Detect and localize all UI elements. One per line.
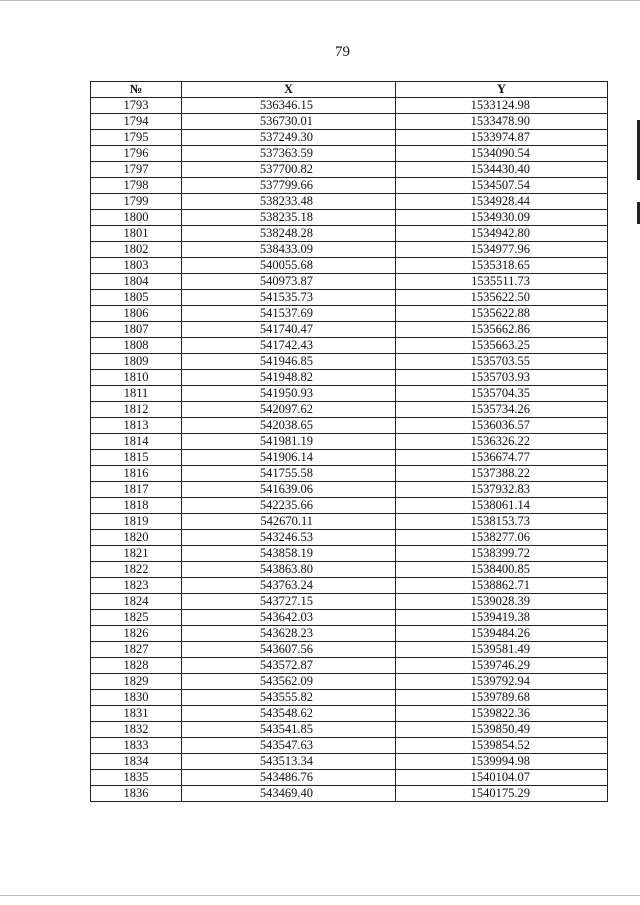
cell-y: 1534930.09 bbox=[396, 210, 608, 226]
cell-x: 543548.62 bbox=[182, 706, 396, 722]
cell-number: 1835 bbox=[91, 770, 182, 786]
cell-x: 543469.40 bbox=[182, 786, 396, 802]
cell-x: 541535.73 bbox=[182, 290, 396, 306]
table-row bbox=[91, 626, 608, 642]
cell-x: 543547.63 bbox=[182, 738, 396, 754]
cell-x: 543863.80 bbox=[182, 562, 396, 578]
cell-number: 1822 bbox=[91, 562, 182, 578]
cell-x: 543541.85 bbox=[182, 722, 396, 738]
cell-x: 543486.76 bbox=[182, 770, 396, 786]
cell-x: 542097.62 bbox=[182, 402, 396, 418]
cell-y: 1538061.14 bbox=[396, 498, 608, 514]
cell-y: 1539581.49 bbox=[396, 642, 608, 658]
cell-number: 1810 bbox=[91, 370, 182, 386]
cell-y: 1533974.87 bbox=[396, 130, 608, 146]
cell-y: 1533124.98 bbox=[396, 98, 608, 114]
cell-number: 1795 bbox=[91, 130, 182, 146]
table-row bbox=[91, 610, 608, 626]
cell-y: 1540175.29 bbox=[396, 786, 608, 802]
cell-x: 540055.68 bbox=[182, 258, 396, 274]
cell-x: 543555.82 bbox=[182, 690, 396, 706]
cell-number: 1820 bbox=[91, 530, 182, 546]
cell-y: 1535663.25 bbox=[396, 338, 608, 354]
cell-x: 538248.28 bbox=[182, 226, 396, 242]
table-row bbox=[91, 546, 608, 562]
table-row bbox=[91, 738, 608, 754]
cell-y: 1535703.93 bbox=[396, 370, 608, 386]
bottom-edge-rule bbox=[0, 895, 640, 896]
cell-x: 542235.66 bbox=[182, 498, 396, 514]
cell-y: 1534928.44 bbox=[396, 194, 608, 210]
cell-number: 1798 bbox=[91, 178, 182, 194]
table-row bbox=[91, 210, 608, 226]
cell-x: 536346.15 bbox=[182, 98, 396, 114]
cell-number: 1804 bbox=[91, 274, 182, 290]
cell-x: 541639.06 bbox=[182, 482, 396, 498]
cell-number: 1803 bbox=[91, 258, 182, 274]
cell-number: 1807 bbox=[91, 322, 182, 338]
cell-number: 1827 bbox=[91, 642, 182, 658]
cell-y: 1534507.54 bbox=[396, 178, 608, 194]
cell-number: 1834 bbox=[91, 754, 182, 770]
cell-y: 1535734.26 bbox=[396, 402, 608, 418]
cell-y: 1539419.38 bbox=[396, 610, 608, 626]
cell-y: 1538400.85 bbox=[396, 562, 608, 578]
table-row bbox=[91, 466, 608, 482]
table-row bbox=[91, 482, 608, 498]
table-row bbox=[91, 658, 608, 674]
cell-number: 1808 bbox=[91, 338, 182, 354]
cell-y: 1538862.71 bbox=[396, 578, 608, 594]
cell-y: 1534977.96 bbox=[396, 242, 608, 258]
cell-y: 1535703.55 bbox=[396, 354, 608, 370]
cell-x: 543858.19 bbox=[182, 546, 396, 562]
cell-y: 1539746.29 bbox=[396, 658, 608, 674]
table-row bbox=[91, 386, 608, 402]
cell-x: 541981.19 bbox=[182, 434, 396, 450]
cell-y: 1539792.94 bbox=[396, 674, 608, 690]
cell-number: 1802 bbox=[91, 242, 182, 258]
page-number: 79 bbox=[335, 44, 350, 60]
cell-number: 1797 bbox=[91, 162, 182, 178]
cell-x: 537249.30 bbox=[182, 130, 396, 146]
cell-y: 1534430.40 bbox=[396, 162, 608, 178]
cell-number: 1826 bbox=[91, 626, 182, 642]
table-row bbox=[91, 514, 608, 530]
cell-number: 1799 bbox=[91, 194, 182, 210]
cell-y: 1539994.98 bbox=[396, 754, 608, 770]
cell-number: 1817 bbox=[91, 482, 182, 498]
cell-y: 1537388.22 bbox=[396, 466, 608, 482]
cell-y: 1536326.22 bbox=[396, 434, 608, 450]
cell-number: 1801 bbox=[91, 226, 182, 242]
cell-number: 1831 bbox=[91, 706, 182, 722]
header-x: X bbox=[182, 82, 396, 98]
cell-y: 1539850.49 bbox=[396, 722, 608, 738]
table-row bbox=[91, 674, 608, 690]
table-row bbox=[91, 530, 608, 546]
table-row bbox=[91, 498, 608, 514]
cell-x: 543607.56 bbox=[182, 642, 396, 658]
cell-x: 541755.58 bbox=[182, 466, 396, 482]
cell-number: 1800 bbox=[91, 210, 182, 226]
table-row bbox=[91, 98, 608, 114]
table-row bbox=[91, 226, 608, 242]
cell-y: 1539484.26 bbox=[396, 626, 608, 642]
cell-y: 1538399.72 bbox=[396, 546, 608, 562]
cell-y: 1539822.36 bbox=[396, 706, 608, 722]
cell-number: 1812 bbox=[91, 402, 182, 418]
table-row bbox=[91, 274, 608, 290]
table-row bbox=[91, 146, 608, 162]
table-row bbox=[91, 578, 608, 594]
table-row bbox=[91, 130, 608, 146]
table-row bbox=[91, 242, 608, 258]
cell-x: 537700.82 bbox=[182, 162, 396, 178]
table-row bbox=[91, 786, 608, 802]
cell-x: 537363.59 bbox=[182, 146, 396, 162]
cell-x: 542038.65 bbox=[182, 418, 396, 434]
table-row bbox=[91, 370, 608, 386]
cell-number: 1832 bbox=[91, 722, 182, 738]
cell-x: 543246.53 bbox=[182, 530, 396, 546]
cell-number: 1824 bbox=[91, 594, 182, 610]
cell-number: 1806 bbox=[91, 306, 182, 322]
table-row bbox=[91, 706, 608, 722]
cell-number: 1813 bbox=[91, 418, 182, 434]
cell-x: 536730.01 bbox=[182, 114, 396, 130]
cell-x: 538233.48 bbox=[182, 194, 396, 210]
cell-number: 1796 bbox=[91, 146, 182, 162]
cell-y: 1539028.39 bbox=[396, 594, 608, 610]
cell-x: 538235.18 bbox=[182, 210, 396, 226]
cell-number: 1830 bbox=[91, 690, 182, 706]
cell-x: 540973.87 bbox=[182, 274, 396, 290]
cell-number: 1823 bbox=[91, 578, 182, 594]
table-row bbox=[91, 114, 608, 130]
cell-number: 1794 bbox=[91, 114, 182, 130]
cell-y: 1537932.83 bbox=[396, 482, 608, 498]
cell-y: 1535318.65 bbox=[396, 258, 608, 274]
cell-y: 1538277.06 bbox=[396, 530, 608, 546]
table-row bbox=[91, 722, 608, 738]
cell-number: 1825 bbox=[91, 610, 182, 626]
cell-x: 543727.15 bbox=[182, 594, 396, 610]
table-row bbox=[91, 434, 608, 450]
header-y: Y bbox=[396, 82, 608, 98]
table-row bbox=[91, 354, 608, 370]
table-body bbox=[91, 98, 608, 802]
cell-number: 1809 bbox=[91, 354, 182, 370]
cell-x: 541946.85 bbox=[182, 354, 396, 370]
cell-number: 1829 bbox=[91, 674, 182, 690]
cell-x: 541950.93 bbox=[182, 386, 396, 402]
cell-y: 1535511.73 bbox=[396, 274, 608, 290]
table-row bbox=[91, 562, 608, 578]
cell-x: 541740.47 bbox=[182, 322, 396, 338]
cell-y: 1535622.88 bbox=[396, 306, 608, 322]
cell-number: 1821 bbox=[91, 546, 182, 562]
cell-number: 1828 bbox=[91, 658, 182, 674]
table-row bbox=[91, 194, 608, 210]
cell-x: 541906.14 bbox=[182, 450, 396, 466]
cell-number: 1836 bbox=[91, 786, 182, 802]
table-row bbox=[91, 162, 608, 178]
cell-x: 543513.34 bbox=[182, 754, 396, 770]
cell-number: 1815 bbox=[91, 450, 182, 466]
cell-x: 543562.09 bbox=[182, 674, 396, 690]
table-row bbox=[91, 306, 608, 322]
coordinates-table bbox=[90, 81, 608, 802]
header-number: № bbox=[91, 82, 182, 98]
table-row bbox=[91, 258, 608, 274]
cell-y: 1534942.80 bbox=[396, 226, 608, 242]
cell-number: 1814 bbox=[91, 434, 182, 450]
table-row bbox=[91, 690, 608, 706]
cell-y: 1536674.77 bbox=[396, 450, 608, 466]
cell-y: 1535662.86 bbox=[396, 322, 608, 338]
table-header-row bbox=[91, 82, 608, 98]
table-row bbox=[91, 770, 608, 786]
cell-x: 541948.82 bbox=[182, 370, 396, 386]
table-row bbox=[91, 402, 608, 418]
table-row bbox=[91, 322, 608, 338]
cell-y: 1539789.68 bbox=[396, 690, 608, 706]
cell-y: 1535704.35 bbox=[396, 386, 608, 402]
cell-number: 1818 bbox=[91, 498, 182, 514]
cell-y: 1539854.52 bbox=[396, 738, 608, 754]
cell-x: 538433.09 bbox=[182, 242, 396, 258]
cell-x: 541742.43 bbox=[182, 338, 396, 354]
cell-y: 1536036.57 bbox=[396, 418, 608, 434]
cell-x: 541537.69 bbox=[182, 306, 396, 322]
table-row bbox=[91, 418, 608, 434]
cell-x: 543572.87 bbox=[182, 658, 396, 674]
cell-x: 543763.24 bbox=[182, 578, 396, 594]
cell-x: 537799.66 bbox=[182, 178, 396, 194]
cell-number: 1816 bbox=[91, 466, 182, 482]
table-row bbox=[91, 754, 608, 770]
cell-y: 1535622.50 bbox=[396, 290, 608, 306]
cell-number: 1811 bbox=[91, 386, 182, 402]
cell-x: 542670.11 bbox=[182, 514, 396, 530]
table-row bbox=[91, 642, 608, 658]
cell-y: 1533478.90 bbox=[396, 114, 608, 130]
table-row bbox=[91, 290, 608, 306]
cell-y: 1534090.54 bbox=[396, 146, 608, 162]
table-row bbox=[91, 178, 608, 194]
cell-number: 1805 bbox=[91, 290, 182, 306]
table-row bbox=[91, 594, 608, 610]
cell-y: 1540104.07 bbox=[396, 770, 608, 786]
cell-number: 1793 bbox=[91, 98, 182, 114]
top-edge-rule bbox=[0, 0, 640, 1]
cell-number: 1833 bbox=[91, 738, 182, 754]
cell-x: 543628.23 bbox=[182, 626, 396, 642]
table-row bbox=[91, 450, 608, 466]
cell-x: 543642.03 bbox=[182, 610, 396, 626]
cell-y: 1538153.73 bbox=[396, 514, 608, 530]
cell-number: 1819 bbox=[91, 514, 182, 530]
table-row bbox=[91, 338, 608, 354]
